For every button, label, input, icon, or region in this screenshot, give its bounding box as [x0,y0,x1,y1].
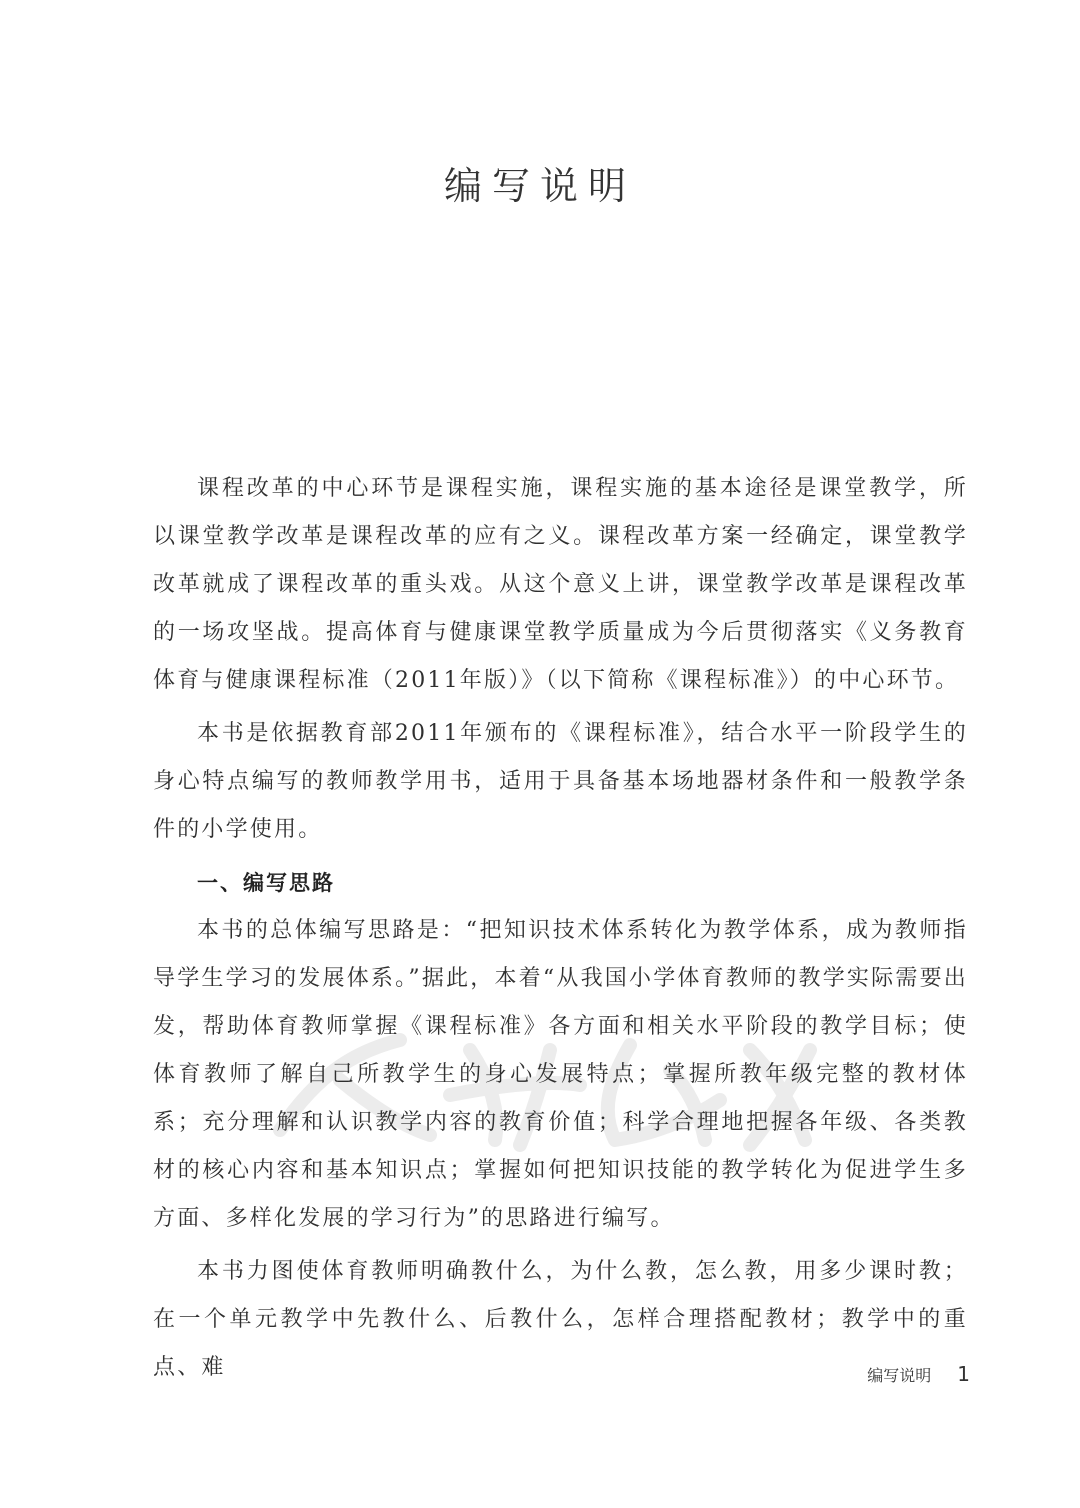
page-title: 编写说明 [443,164,636,208]
body-text [153,465,968,1392]
section-heading: 一、编写思路 [197,871,335,895]
page-footer [867,1362,970,1386]
paragraph: 本书力图使体育教师明确教什么，为什么教，怎么教，用多少课时教；在一个单元教学中先教什么、后教什么，怎样合理搭配教材；教学中的重点、难 [153,1259,968,1380]
paragraph: 本书的总体编写思路是：“把知识技术体系转化为教学体系，成为教师指导学生学习的发展体系。”据此，本着“从我国小学体育教师的教学实际需要出发，帮助体育教师掌握《课程标准》各方面和相关水平阶段的教学目标；使体育教师了解自己所教学生的身心发展特点；掌握所教年级完整的教材体系；充分理解和认识教学内容的教育价值；科学合理地把握各年级、各类教材的核心内容和基本知识点；掌握如何把知识技能的教学转化为促进学生多方面、多样化发展的学习行为”的思路进行编写。 [153,918,968,1231]
paragraph: 课程改革的中心环节是课程实施，课程实施的基本途径是课堂教学，所以课堂教学改革是课程改革的应有之义。课程改革方案一经确定，课堂教学改革就成了课程改革的重头戏。从这个意义上讲，课堂教学改革是课程改革的一场攻坚战。提高体育与健康课堂教学质量成为今后贯彻落实《义务教育体育与健康课程标准（2011年版）》（以下简称《课程标准》）的中心环节。 [153,476,968,693]
page-number: 1 [957,1362,970,1386]
paragraph: 本书是依据教育部2011年颁布的《课程标准》，结合水平一阶段学生的身心特点编写的教师教学用书，适用于具备基本场地器材条件和一般教学条件的小学使用。 [153,721,968,842]
running-title: 编写说明 [867,1365,932,1385]
